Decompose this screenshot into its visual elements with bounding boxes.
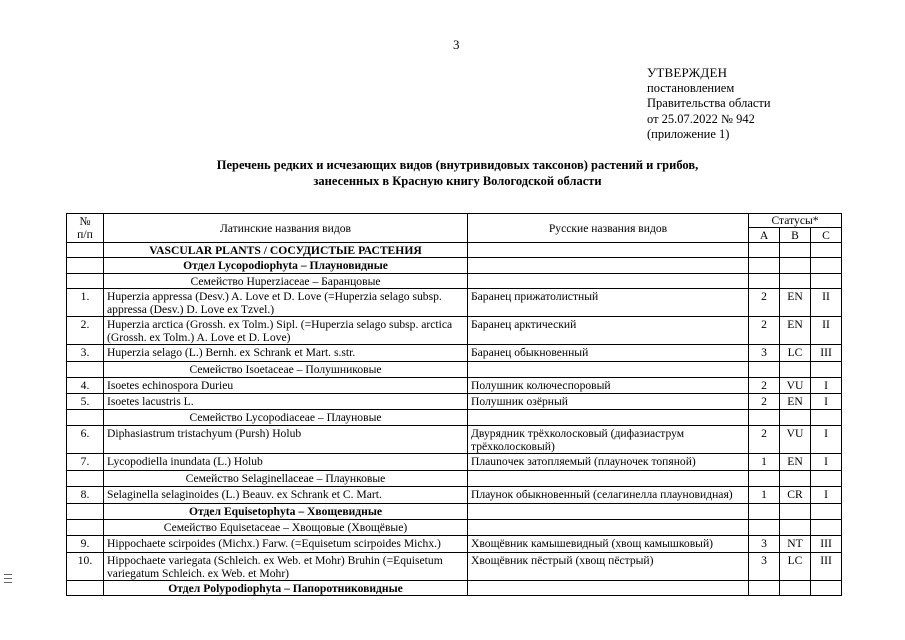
header-status-a: А [749,228,780,243]
species-row [67,378,842,394]
approval-line-appendix: (приложение 1) [647,127,730,142]
russian-name-cell [468,258,749,274]
russian-name-cell: Полушник колючеспоровый [468,378,749,394]
family-row [67,520,842,536]
status-a-cell: 2 [749,378,780,394]
species-row [67,394,842,410]
russian-name-cell [468,504,749,520]
species-row [67,487,842,504]
latin-name-cell: Семейство Equisetaceae – Хвощовые (Хвощёвые) [104,520,468,536]
latin-name-cell: Отдел Lycopodiophyta – Плауновидные [104,258,468,274]
family-row [67,362,842,378]
status-a-cell: 3 [749,553,780,581]
header-number-line-1: № [79,215,91,228]
status-b-cell [780,410,811,426]
row-number-cell [67,258,104,274]
russian-name-cell: Полушник озёрный [468,394,749,410]
latin-name-cell: Huperzia arctica (Grossh. ex Tolm.) Sipl. (=Huperzia selago subsp. arctica (Grossh. ex Tolm.) A. Love et D. Love) [104,317,468,345]
status-c-cell [811,362,842,378]
latin-name-cell: Isoetes lacustris L. [104,394,468,410]
status-c-cell: I [811,378,842,394]
document-title [150,157,765,189]
status-b-cell [780,471,811,487]
row-number-cell: 1. [67,289,104,317]
row-number-cell: 5. [67,394,104,410]
row-number-cell [67,243,104,258]
status-a-cell [749,581,780,596]
division-row [67,504,842,520]
latin-name-cell: Семейство Selaginellaceae – Плаунковые [104,471,468,487]
row-number-cell [67,274,104,289]
status-c-cell: I [811,426,842,454]
status-b-cell: EN [780,454,811,471]
status-a-cell [749,504,780,520]
header-russian-names: Русские названия видов [468,214,749,243]
latin-name-cell: VASCULAR PLANTS / СОСУДИСТЫЕ РАСТЕНИЯ [104,243,468,258]
division-row [67,258,842,274]
russian-name-cell [468,274,749,289]
header-statuses: Статусы* [749,214,842,228]
status-c-cell: III [811,536,842,553]
family-row [67,471,842,487]
section-row [67,243,842,258]
status-a-cell: 2 [749,426,780,454]
latin-name-cell: Отдел Equisetophyta – Хвощевидные [104,504,468,520]
russian-name-cell: Хвощёвник пёстрый (хвощ пёстрый) [468,553,749,581]
header-latin-names: Латинские названия видов [104,214,468,243]
header-number-line-2: п/п [77,228,93,241]
species-table [66,213,842,596]
row-number-cell: 9. [67,536,104,553]
row-number-cell: 6. [67,426,104,454]
status-a-cell [749,362,780,378]
status-a-cell: 1 [749,454,780,471]
approval-stamp-block [647,65,771,143]
russian-name-cell [468,581,749,596]
status-c-cell [811,274,842,289]
species-row [67,289,842,317]
latin-name-cell: Hippochaete variegata (Schleich. ex Web. et Mohr) Bruhin (=Equisetum variegatum Schleich. ex Web. et Mohr) [104,553,468,581]
status-c-cell [811,410,842,426]
status-c-cell: I [811,454,842,471]
russian-name-cell: Баранец прижатолистный [468,289,749,317]
latin-name-cell: Huperzia selago (L.) Bernh. ex Schrank et Mart. s.str. [104,345,468,362]
status-c-cell [811,471,842,487]
latin-name-cell: Lycopodiella inundata (L.) Holub [104,454,468,471]
family-row [67,274,842,289]
status-a-cell: 3 [749,536,780,553]
status-b-cell [780,258,811,274]
latin-name-cell: Hippochaete scirpoides (Michx.) Farw. (=Equisetum scirpoides Michx.) [104,536,468,553]
page-number: 3 [453,37,460,52]
status-c-cell [811,258,842,274]
row-number-cell: 4. [67,378,104,394]
status-b-cell: NT [780,536,811,553]
russian-name-cell: Баранец арктический [468,317,749,345]
status-c-cell [811,581,842,596]
approval-line-decree: постановлением [647,80,735,95]
status-c-cell: I [811,394,842,410]
approval-line-date-number: от 25.07.2022 № 942 [647,111,755,126]
status-b-cell: EN [780,394,811,410]
status-b-cell [780,243,811,258]
approval-line-approved: УТВЕРЖДЕН [647,65,728,80]
status-b-cell: EN [780,289,811,317]
russian-name-cell [468,410,749,426]
latin-name-cell: Отдел Polypodiophyta – Папоротниковидные [104,581,468,596]
status-a-cell [749,410,780,426]
status-b-cell: EN [780,317,811,345]
latin-name-cell: Isoetes echinospora Durieu [104,378,468,394]
species-row [67,426,842,454]
status-a-cell: 2 [749,317,780,345]
species-row [67,454,842,471]
latin-name-cell: Семейство Isoetaceae – Полушниковые [104,362,468,378]
row-number-cell: 8. [67,487,104,504]
status-c-cell: II [811,289,842,317]
header-status-b: В [780,228,811,243]
status-a-cell [749,520,780,536]
document-title-line-1: Перечень редких и исчезающих видов (внутривидовых таксонов) растений и грибов, [216,158,699,172]
latin-name-cell: Семейство Lycopodiaceae – Плауновые [104,410,468,426]
row-number-cell: 3. [67,345,104,362]
family-row [67,410,842,426]
status-c-cell [811,243,842,258]
status-a-cell [749,471,780,487]
status-a-cell: 2 [749,289,780,317]
species-row [67,536,842,553]
status-c-cell [811,504,842,520]
russian-name-cell: Плаunoчек затопляемый (плауночек топяной) [468,454,749,471]
russian-name-cell: Хвощёвник камышевидный (хвощ камышковый) [468,536,749,553]
margin-marks [4,574,12,586]
row-number-cell [67,504,104,520]
approval-line-government: Правительства области [647,96,771,111]
russian-name-cell: Баранец обыкновенный [468,345,749,362]
russian-name-cell: Двурядник трёхколосковый (дифазиаструм трёхколосковый) [468,426,749,454]
status-b-cell [780,520,811,536]
status-b-cell [780,504,811,520]
header-status-c: С [811,228,842,243]
row-number-cell: 7. [67,454,104,471]
row-number-cell [67,520,104,536]
status-b-cell: LC [780,553,811,581]
species-row [67,553,842,581]
latin-name-cell: Семейство Huperziaceae – Баранцовые [104,274,468,289]
russian-name-cell [468,243,749,258]
status-b-cell: CR [780,487,811,504]
status-a-cell: 1 [749,487,780,504]
status-b-cell: VU [780,378,811,394]
status-b-cell [780,362,811,378]
row-number-cell [67,471,104,487]
latin-name-cell: Diphasiastrum tristachyum (Pursh) Holub [104,426,468,454]
status-a-cell [749,258,780,274]
status-c-cell: III [811,345,842,362]
species-row [67,317,842,345]
document-title-line-2: занесенных в Красную книгу Вологодской области [313,174,602,188]
status-c-cell: III [811,553,842,581]
row-number-cell [67,581,104,596]
row-number-cell [67,362,104,378]
species-table-body [67,243,842,596]
status-a-cell: 2 [749,394,780,410]
latin-name-cell: Selaginella selaginoides (L.) Beauv. ex Schrank et C. Mart. [104,487,468,504]
status-b-cell: VU [780,426,811,454]
row-number-cell: 10. [67,553,104,581]
russian-name-cell [468,520,749,536]
status-c-cell: I [811,487,842,504]
status-b-cell [780,274,811,289]
header-number [67,214,104,243]
status-b-cell: LC [780,345,811,362]
status-c-cell [811,520,842,536]
status-a-cell: 3 [749,345,780,362]
latin-name-cell: Huperzia appressa (Desv.) A. Love et D. Love (=Huperzia selago subsp. appressa (Desv.) D. Love ex Tzvel.) [104,289,468,317]
row-number-cell: 2. [67,317,104,345]
species-row [67,345,842,362]
row-number-cell [67,410,104,426]
status-c-cell: II [811,317,842,345]
russian-name-cell: Плаунок обыкновенный (селагинелла плауновидная) [468,487,749,504]
status-a-cell [749,274,780,289]
russian-name-cell [468,471,749,487]
division-row [67,581,842,596]
status-b-cell [780,581,811,596]
status-a-cell [749,243,780,258]
russian-name-cell [468,362,749,378]
